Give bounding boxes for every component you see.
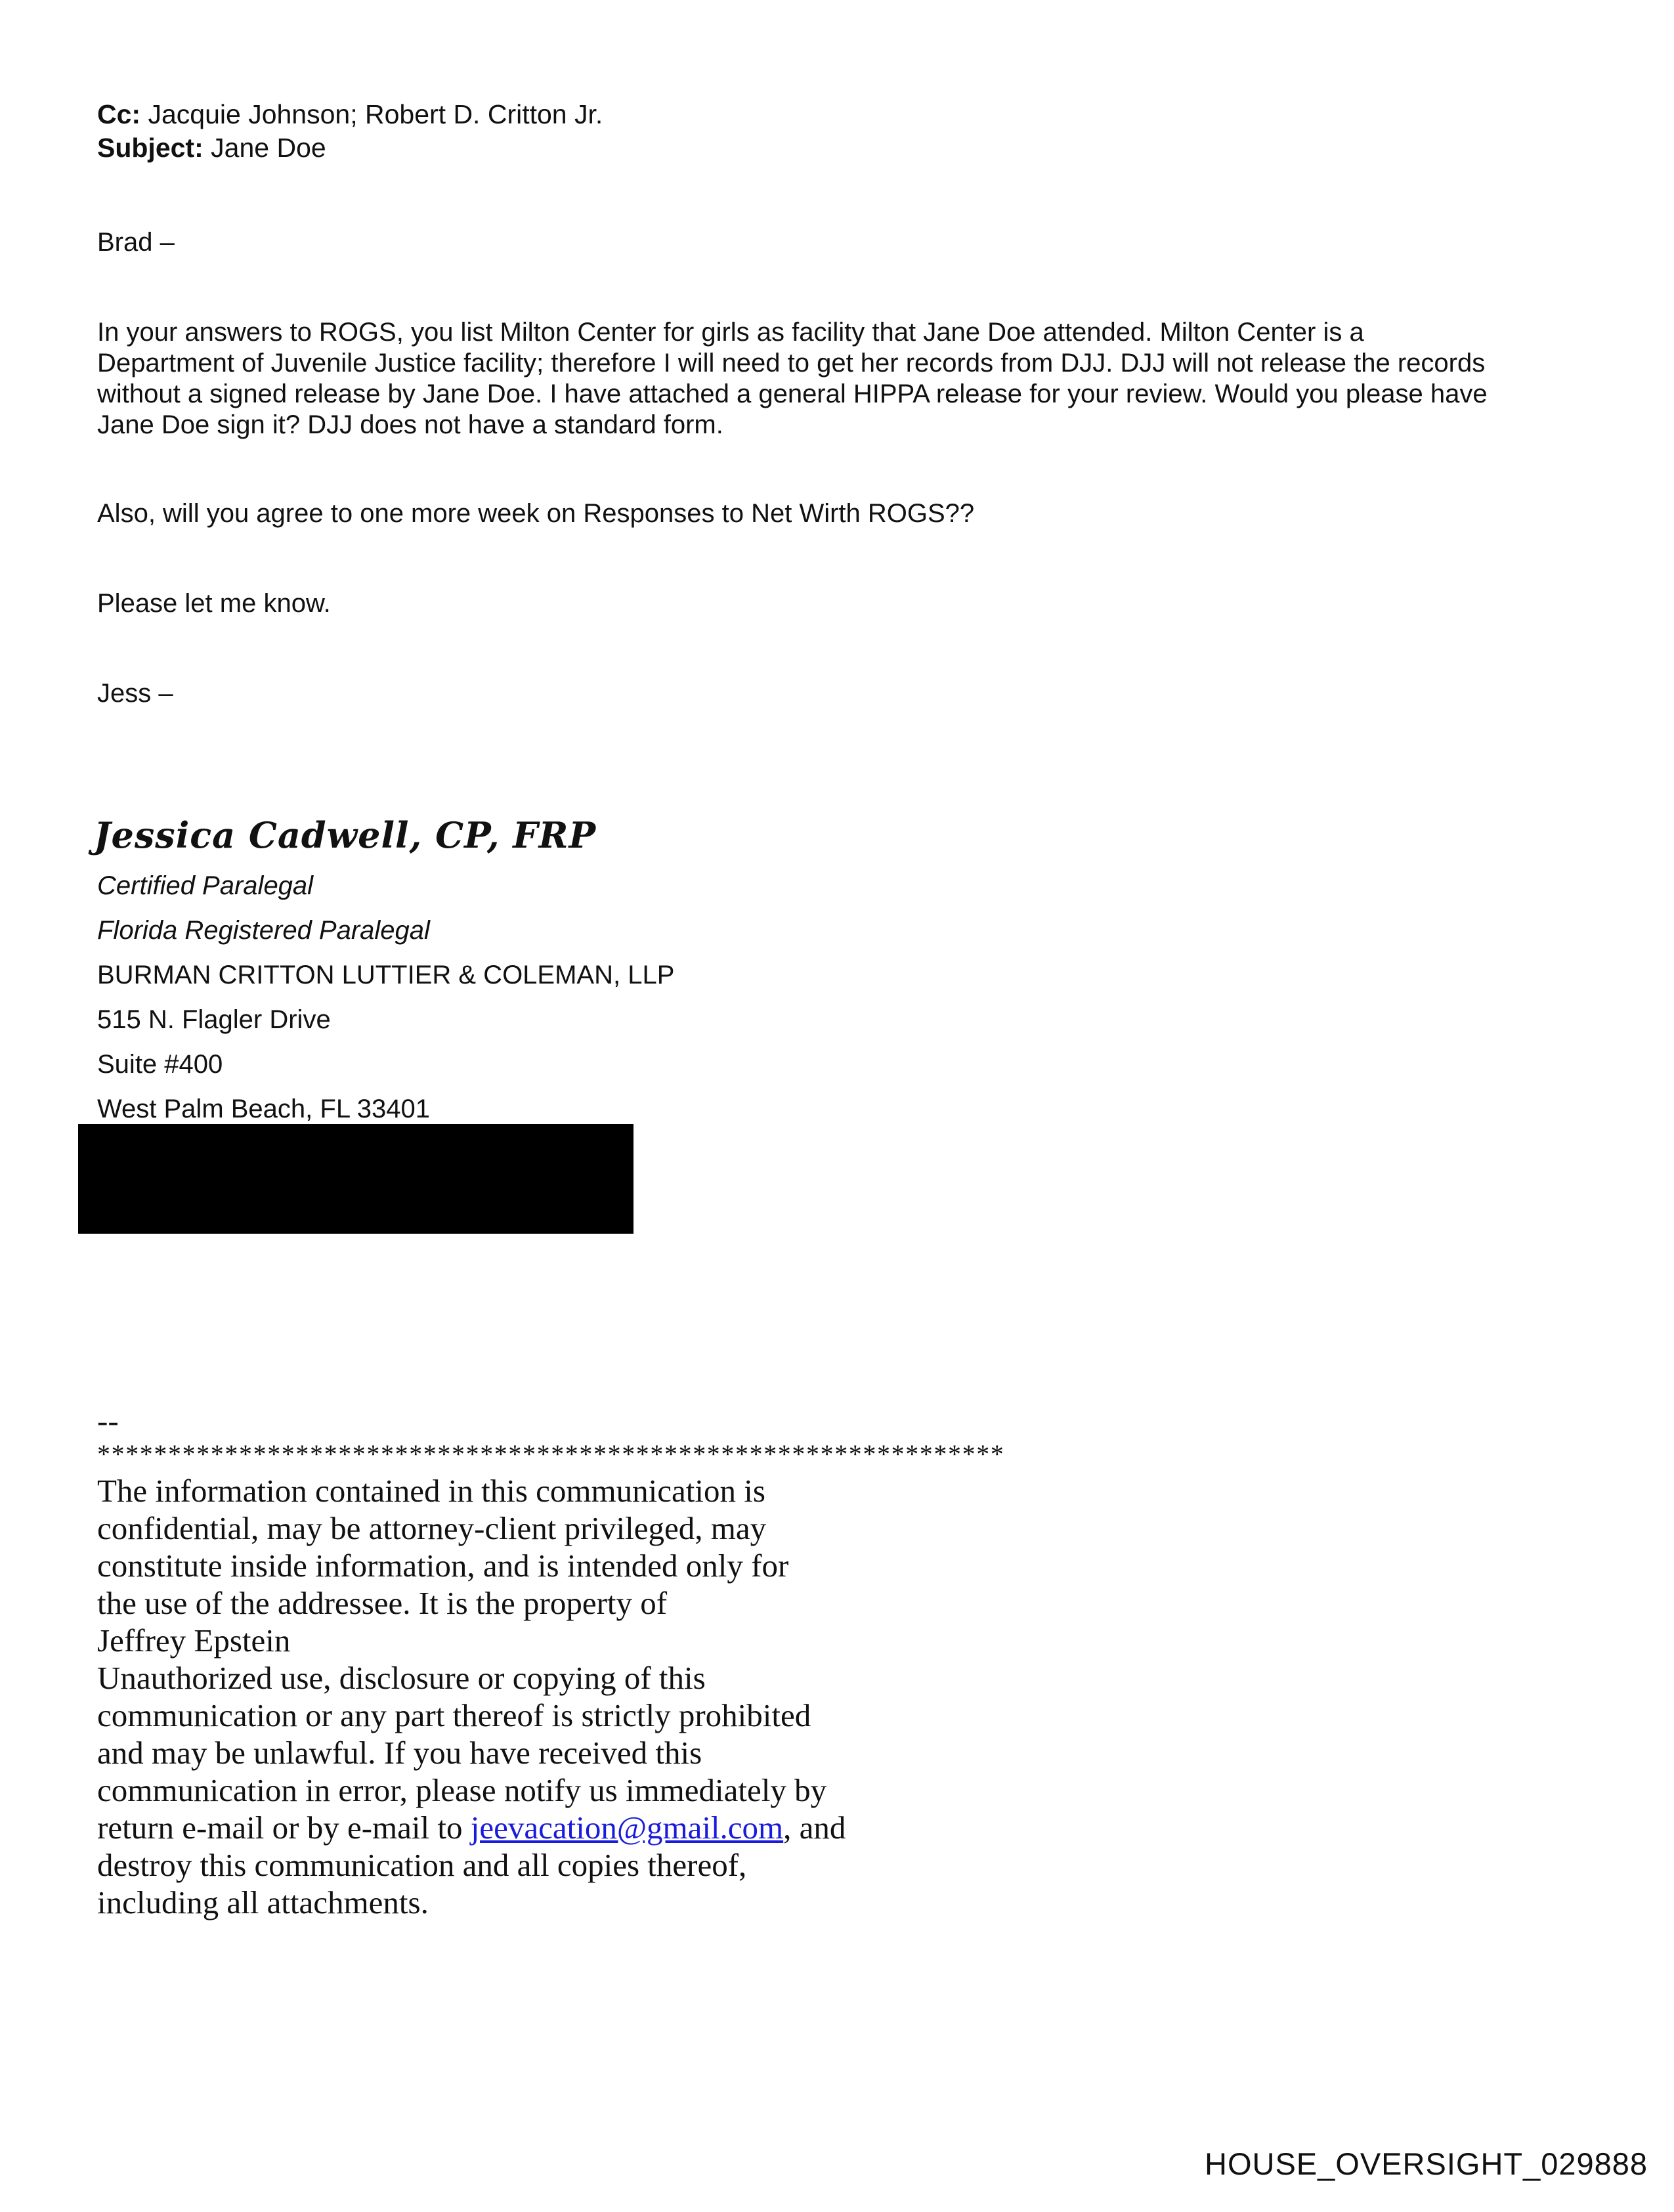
body-paragraph-1-line: Jane Doe sign it? DJJ does not have a standard form. bbox=[97, 410, 723, 439]
disclaimer-line: Jeffrey Epstein bbox=[97, 1622, 291, 1659]
cc-recipients: Jacquie Johnson; Robert D. Critton Jr. bbox=[148, 99, 603, 129]
signature-address-street: 515 N. Flagler Drive bbox=[97, 1005, 331, 1034]
signature-name: Jessica Cadwell, CP, FRP bbox=[94, 814, 597, 856]
disclaimer-line: destroy this communication and all copies thereof, bbox=[97, 1847, 747, 1883]
subject-label: Subject: bbox=[97, 133, 204, 163]
body-paragraph-1-line: without a signed release by Jane Doe. I have attached a general HIPPA release for your review. Would you please have bbox=[97, 380, 1488, 408]
body-paragraph-2: Also, will you agree to one more week on Responses to Net Wirth ROGS?? bbox=[97, 499, 975, 528]
disclaimer-asterisks: **************************************************************** bbox=[97, 1439, 1005, 1469]
subject-value: Jane Doe bbox=[211, 133, 326, 163]
disclaimer-line: the use of the addressee. It is the property of bbox=[97, 1585, 668, 1621]
disclaimer-line: communication or any part thereof is strictly prohibited bbox=[97, 1697, 811, 1733]
body-paragraph-1 bbox=[97, 317, 1574, 441]
subject-line bbox=[97, 132, 326, 163]
disclaimer-line: The information contained in this communication is bbox=[97, 1473, 765, 1509]
closing: Jess – bbox=[97, 679, 173, 708]
signature-firm: BURMAN CRITTON LUTTIER & COLEMAN, LLP bbox=[97, 961, 675, 989]
greeting: Brad – bbox=[97, 228, 175, 257]
cc-label: Cc: bbox=[97, 99, 141, 129]
disclaimer-line: Unauthorized use, disclosure or copying of this bbox=[97, 1660, 706, 1696]
disclaimer-email-suffix: , and bbox=[783, 1810, 846, 1846]
body-paragraph-3: Please let me know. bbox=[97, 589, 331, 618]
document-id: HOUSE_OVERSIGHT_029888 bbox=[1205, 2146, 1648, 2181]
disclaimer-email-prefix: return e-mail or by e-mail to bbox=[97, 1810, 471, 1846]
disclaimer-separator: -- bbox=[97, 1402, 119, 1439]
signature-title-registered: Florida Registered Paralegal bbox=[97, 916, 430, 945]
body-paragraph-1-line: In your answers to ROGS, you list Milton Center for girls as facility that Jane Doe attended. Milton Center is a bbox=[97, 318, 1364, 347]
signature-address-suite: Suite #400 bbox=[97, 1050, 223, 1079]
cc-line bbox=[97, 98, 603, 130]
signature-address-city: West Palm Beach, FL 33401 bbox=[97, 1095, 430, 1123]
disclaimer-text bbox=[97, 1472, 846, 1921]
redaction-box bbox=[78, 1124, 633, 1234]
signature-title-certified: Certified Paralegal bbox=[97, 871, 314, 900]
disclaimer-line: confidential, may be attorney-client privileged, may bbox=[97, 1510, 767, 1546]
body-paragraph-1-line: Department of Juvenile Justice facility; therefore I will need to get her records from DJJ. DJJ will not release the records bbox=[97, 349, 1486, 378]
email-link[interactable]: jeevacation@gmail.com bbox=[470, 1810, 784, 1846]
disclaimer-line: and may be unlawful. If you have received this bbox=[97, 1735, 702, 1771]
disclaimer-line: communication in error, please notify us immediately by bbox=[97, 1772, 827, 1808]
disclaimer-line: constitute inside information, and is intended only for bbox=[97, 1548, 789, 1584]
disclaimer-line: including all attachments. bbox=[97, 1884, 429, 1920]
disclaimer-email-line bbox=[97, 1809, 846, 1846]
